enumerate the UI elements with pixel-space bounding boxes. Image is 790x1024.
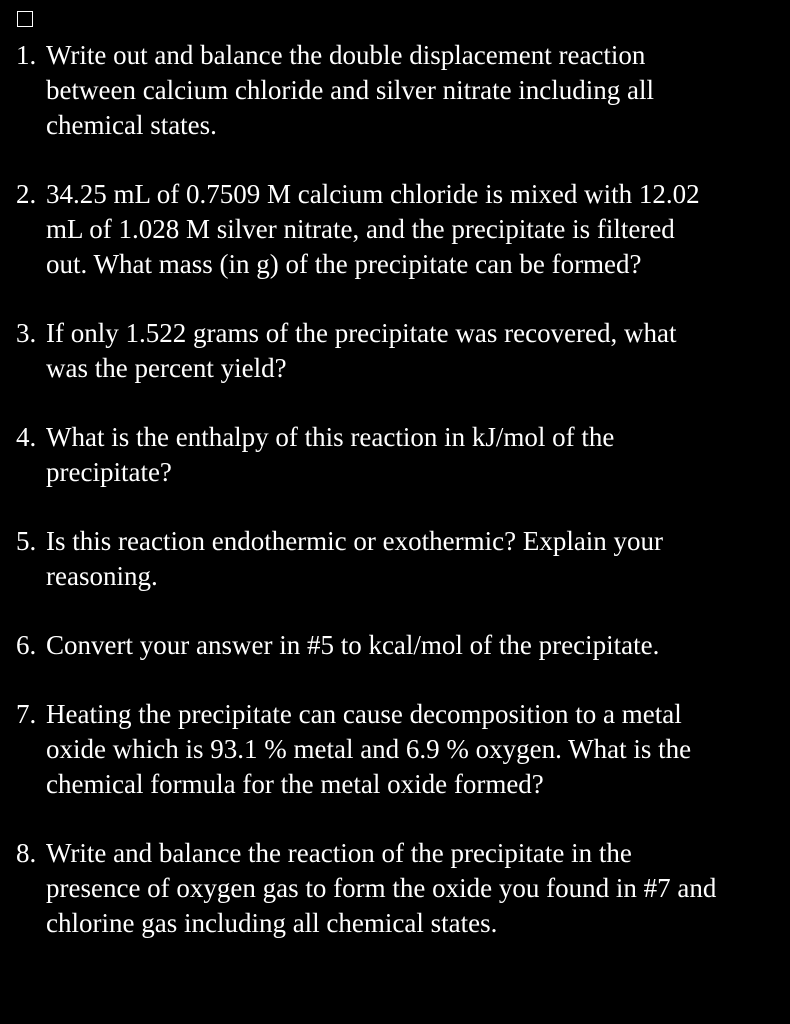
question-line: 34.25 mL of 0.7509 M calcium chloride is mixed with 12.02 (46, 179, 700, 209)
question-2 (16, 177, 788, 282)
question-line: Convert your answer in #5 to kcal/mol of the precipitate. (46, 630, 660, 660)
question-text (46, 177, 788, 282)
question-number: 1. (16, 40, 37, 70)
question-4 (16, 420, 788, 490)
question-number: 5. (16, 526, 37, 556)
question-line: oxide which is 93.1 % metal and 6.9 % oxygen. What is the (46, 734, 692, 764)
select-checkbox[interactable] (17, 11, 33, 27)
question-line: chlorine gas including all chemical states. (46, 908, 498, 938)
question-line: Write out and balance the double displacement reaction (46, 40, 646, 70)
question-line: out. What mass (in g) of the precipitate can be formed? (46, 249, 642, 279)
question-line: between calcium chloride and silver nitrate including all (46, 75, 655, 105)
question-line: presence of oxygen gas to form the oxide you found in #7 and (46, 873, 717, 903)
question-line: Heating the precipitate can cause decomposition to a metal (46, 699, 682, 729)
question-number: 8. (16, 838, 37, 868)
question-text (46, 420, 788, 490)
question-number: 2. (16, 179, 37, 209)
question-line: chemical formula for the metal oxide formed? (46, 769, 544, 799)
question-3 (16, 316, 788, 386)
question-number: 7. (16, 699, 37, 729)
question-line: reasoning. (46, 561, 158, 591)
question-list (16, 38, 788, 975)
question-line: mL of 1.028 M silver nitrate, and the precipitate is filtered (46, 214, 675, 244)
question-text (46, 38, 788, 143)
question-number: 4. (16, 422, 37, 452)
question-text (46, 836, 788, 941)
question-text (46, 524, 788, 594)
question-6 (16, 628, 788, 663)
question-line: precipitate? (46, 457, 172, 487)
question-line: If only 1.522 grams of the precipitate was recovered, what (46, 318, 677, 348)
question-line: Write and balance the reaction of the precipitate in the (46, 838, 632, 868)
question-line: was the percent yield? (46, 353, 287, 383)
question-line: Is this reaction endothermic or exothermic? Explain your (46, 526, 664, 556)
question-number: 3. (16, 318, 37, 348)
question-7 (16, 697, 788, 802)
question-5 (16, 524, 788, 594)
question-text (46, 316, 788, 386)
question-8 (16, 836, 788, 941)
question-text (46, 628, 788, 663)
question-1 (16, 38, 788, 143)
question-line: chemical states. (46, 110, 217, 140)
question-number: 6. (16, 630, 37, 660)
question-line: What is the enthalpy of this reaction in kJ/mol of the (46, 422, 615, 452)
question-text (46, 697, 788, 802)
